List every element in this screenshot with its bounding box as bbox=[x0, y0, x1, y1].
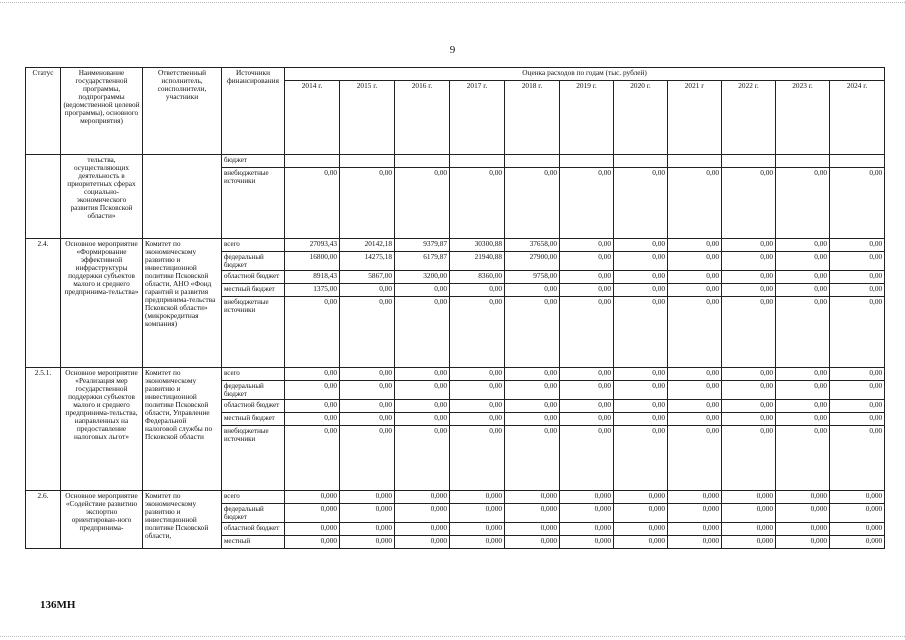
value-cell: 0,00 bbox=[450, 297, 505, 368]
value-cell: 0,00 bbox=[560, 368, 614, 381]
value-cell: 0,00 bbox=[505, 426, 560, 491]
value-cell: 0,000 bbox=[285, 536, 340, 549]
value-cell: 0,000 bbox=[830, 504, 885, 523]
value-cell: 0,00 bbox=[560, 426, 614, 491]
value-cell: 0,00 bbox=[614, 297, 668, 368]
responsible-cell: Комитет по экономическому развитию и инвестиционной политике Псковской области, bbox=[143, 491, 222, 549]
value-cell: 0,00 bbox=[285, 400, 340, 413]
funding-source-cell: местный бюджет bbox=[222, 284, 285, 297]
responsible-cell bbox=[143, 155, 222, 239]
funding-source-cell: внебюджетные источники bbox=[222, 297, 285, 368]
value-cell: 9379,87 bbox=[395, 239, 450, 252]
value-cell: 8360,00 bbox=[450, 271, 505, 284]
value-cell: 0,00 bbox=[285, 426, 340, 491]
value-cell: 0,00 bbox=[395, 368, 450, 381]
value-cell: 0,00 bbox=[395, 426, 450, 491]
value-cell: 0,00 bbox=[776, 400, 830, 413]
value-cell: 0,00 bbox=[395, 297, 450, 368]
value-cell: 0,00 bbox=[560, 239, 614, 252]
value-cell: 0,00 bbox=[614, 252, 668, 271]
table-row bbox=[26, 239, 885, 252]
measure-name-cell: тельства, осуществляющих деятельность в приоритетных сферах социально-экономического развития Псковской области» bbox=[61, 155, 143, 239]
value-cell: 0,00 bbox=[668, 368, 722, 381]
value-cell: 0,00 bbox=[395, 381, 450, 400]
value-cell: 0,000 bbox=[830, 491, 885, 504]
value-cell: 0,000 bbox=[450, 491, 505, 504]
value-cell: 0,00 bbox=[505, 413, 560, 426]
responsible-cell: Комитет по экономическому развитию и инвестиционной политике Псковской области, АНО «Фонд гарантий и развития предпринима-тельства Псковской области» (микрокредитная компания) bbox=[143, 239, 222, 368]
value-cell: 0,000 bbox=[668, 523, 722, 536]
scan-edge-top bbox=[0, 2, 905, 4]
status-cell bbox=[26, 155, 61, 239]
value-cell: 0,00 bbox=[560, 252, 614, 271]
value-cell: 0,00 bbox=[614, 284, 668, 297]
value-cell: 16800,00 bbox=[285, 252, 340, 271]
header-year: 2023 г. bbox=[776, 81, 830, 155]
value-cell: 0,000 bbox=[560, 504, 614, 523]
value-cell: 21940,88 bbox=[450, 252, 505, 271]
value-cell: 0,00 bbox=[340, 297, 395, 368]
value-cell: 0,000 bbox=[776, 491, 830, 504]
value-cell: 0,00 bbox=[450, 368, 505, 381]
value-cell: 0,00 bbox=[614, 413, 668, 426]
measure-name-cell: Основное мероприятие «Реализация мер государственной поддержки субъектов малого и среднего предпринима-тельства, направленных на предоставление налоговых льгот» bbox=[61, 368, 143, 491]
funding-source-cell: бюджет bbox=[222, 155, 285, 168]
value-cell: 0,000 bbox=[668, 536, 722, 549]
value-cell: 0,00 bbox=[560, 381, 614, 400]
value-cell: 0,000 bbox=[340, 536, 395, 549]
measure-name-cell: Основное мероприятие «Содействие развитию экспортно ориентирован-ного предпринима- bbox=[61, 491, 143, 549]
value-cell: 0,00 bbox=[830, 252, 885, 271]
value-cell: 0,000 bbox=[395, 504, 450, 523]
value-cell: 0,000 bbox=[340, 504, 395, 523]
value-cell: 0,000 bbox=[285, 491, 340, 504]
value-cell: 0,00 bbox=[450, 168, 505, 239]
value-cell: 0,00 bbox=[614, 381, 668, 400]
value-cell: 0,000 bbox=[505, 504, 560, 523]
value-cell: 27093,43 bbox=[285, 239, 340, 252]
value-cell: 9758,00 bbox=[505, 271, 560, 284]
value-cell: 0,00 bbox=[830, 413, 885, 426]
value-cell: 0,00 bbox=[450, 284, 505, 297]
value-cell: 14275,18 bbox=[340, 252, 395, 271]
value-cell: 0,000 bbox=[340, 523, 395, 536]
value-cell bbox=[285, 155, 340, 168]
value-cell: 0,00 bbox=[668, 284, 722, 297]
header-name: Наименование государственной программы, подпрограммы (ведомственной целевой программы), основного мероприятия) bbox=[61, 68, 143, 155]
header-expenses-group: Оценка расходов по годам (тыс. рублей) bbox=[285, 68, 885, 81]
value-cell: 0,00 bbox=[614, 400, 668, 413]
value-cell: 0,00 bbox=[450, 400, 505, 413]
value-cell: 0,00 bbox=[776, 368, 830, 381]
value-cell bbox=[560, 155, 614, 168]
funding-source-cell: внебюджетные источники bbox=[222, 426, 285, 491]
funding-source-cell: областной бюджет bbox=[222, 271, 285, 284]
budget-table bbox=[25, 67, 885, 549]
value-cell: 0,00 bbox=[776, 381, 830, 400]
value-cell: 0,00 bbox=[340, 381, 395, 400]
value-cell: 0,00 bbox=[340, 168, 395, 239]
value-cell: 0,00 bbox=[776, 426, 830, 491]
value-cell bbox=[614, 155, 668, 168]
value-cell: 0,00 bbox=[830, 168, 885, 239]
value-cell: 0,000 bbox=[505, 523, 560, 536]
value-cell: 0,000 bbox=[560, 536, 614, 549]
value-cell: 0,00 bbox=[722, 297, 776, 368]
value-cell: 0,000 bbox=[505, 491, 560, 504]
value-cell: 0,00 bbox=[340, 426, 395, 491]
value-cell: 0,00 bbox=[830, 271, 885, 284]
value-cell: 0,00 bbox=[340, 413, 395, 426]
value-cell: 0,000 bbox=[560, 523, 614, 536]
value-cell: 0,00 bbox=[722, 426, 776, 491]
funding-source-cell: местный бюджет bbox=[222, 413, 285, 426]
value-cell: 30300,88 bbox=[450, 239, 505, 252]
header-sources: Источники финансирования bbox=[222, 68, 285, 155]
value-cell: 0,00 bbox=[776, 168, 830, 239]
value-cell: 0,000 bbox=[776, 536, 830, 549]
value-cell bbox=[722, 155, 776, 168]
value-cell: 0,00 bbox=[560, 271, 614, 284]
header-year: 2017 г. bbox=[450, 81, 505, 155]
value-cell: 0,00 bbox=[830, 368, 885, 381]
value-cell: 0,000 bbox=[450, 536, 505, 549]
value-cell: 37658,00 bbox=[505, 239, 560, 252]
value-cell: 0,000 bbox=[285, 504, 340, 523]
value-cell: 0,00 bbox=[830, 297, 885, 368]
value-cell: 0,000 bbox=[830, 523, 885, 536]
value-cell: 0,00 bbox=[668, 297, 722, 368]
header-year: 2019 г. bbox=[560, 81, 614, 155]
value-cell: 0,00 bbox=[776, 413, 830, 426]
value-cell: 0,00 bbox=[722, 381, 776, 400]
value-cell: 0,000 bbox=[722, 504, 776, 523]
value-cell: 0,00 bbox=[830, 381, 885, 400]
value-cell: 0,00 bbox=[830, 284, 885, 297]
value-cell: 1375,00 bbox=[285, 284, 340, 297]
value-cell: 0,00 bbox=[285, 413, 340, 426]
value-cell bbox=[340, 155, 395, 168]
value-cell: 0,00 bbox=[722, 239, 776, 252]
value-cell bbox=[668, 155, 722, 168]
value-cell: 0,00 bbox=[505, 284, 560, 297]
value-cell: 0,00 bbox=[560, 413, 614, 426]
value-cell: 0,000 bbox=[395, 536, 450, 549]
value-cell: 0,00 bbox=[505, 368, 560, 381]
value-cell: 0,00 bbox=[505, 400, 560, 413]
value-cell: 0,000 bbox=[285, 523, 340, 536]
value-cell: 0,00 bbox=[560, 400, 614, 413]
value-cell: 5867,00 bbox=[340, 271, 395, 284]
funding-source-cell: всего bbox=[222, 491, 285, 504]
header-responsible: Ответственный исполнитель, соисполнители, участники bbox=[143, 68, 222, 155]
value-cell bbox=[450, 155, 505, 168]
value-cell: 0,00 bbox=[395, 413, 450, 426]
funding-source-cell: федеральный бюджет bbox=[222, 504, 285, 523]
status-cell: 2.6. bbox=[26, 491, 61, 549]
value-cell: 0,00 bbox=[560, 168, 614, 239]
funding-source-cell: всего bbox=[222, 368, 285, 381]
value-cell: 0,00 bbox=[722, 284, 776, 297]
value-cell: 0,00 bbox=[668, 413, 722, 426]
value-cell: 0,00 bbox=[830, 426, 885, 491]
value-cell: 0,00 bbox=[668, 271, 722, 284]
value-cell: 0,00 bbox=[560, 297, 614, 368]
value-cell: 0,00 bbox=[395, 284, 450, 297]
value-cell: 0,00 bbox=[395, 400, 450, 413]
header-year: 2024 г. bbox=[830, 81, 885, 155]
value-cell bbox=[505, 155, 560, 168]
status-cell: 2.5.1. bbox=[26, 368, 61, 491]
page-number: 9 bbox=[449, 44, 456, 56]
value-cell: 0,00 bbox=[505, 297, 560, 368]
value-cell: 0,00 bbox=[614, 368, 668, 381]
value-cell: 0,000 bbox=[505, 536, 560, 549]
value-cell: 0,00 bbox=[505, 168, 560, 239]
value-cell: 0,00 bbox=[450, 413, 505, 426]
value-cell: 0,00 bbox=[722, 252, 776, 271]
funding-source-cell: областной бюджет bbox=[222, 400, 285, 413]
value-cell: 0,00 bbox=[668, 252, 722, 271]
header-year: 2022 г. bbox=[722, 81, 776, 155]
value-cell: 0,00 bbox=[776, 239, 830, 252]
value-cell: 0,00 bbox=[776, 284, 830, 297]
value-cell: 0,00 bbox=[776, 297, 830, 368]
scan-edge-bottom bbox=[0, 636, 905, 638]
table-header bbox=[26, 68, 885, 155]
value-cell: 0,00 bbox=[614, 426, 668, 491]
value-cell: 0,00 bbox=[450, 426, 505, 491]
value-cell: 0,00 bbox=[668, 400, 722, 413]
value-cell: 0,00 bbox=[340, 284, 395, 297]
value-cell: 0,00 bbox=[722, 271, 776, 284]
value-cell: 0,00 bbox=[285, 297, 340, 368]
value-cell: 6179,87 bbox=[395, 252, 450, 271]
value-cell: 0,00 bbox=[614, 168, 668, 239]
value-cell: 0,000 bbox=[776, 504, 830, 523]
value-cell: 0,00 bbox=[722, 400, 776, 413]
status-cell: 2.4. bbox=[26, 239, 61, 368]
header-year: 2018 г. bbox=[505, 81, 560, 155]
header-year: 2020 г. bbox=[614, 81, 668, 155]
funding-source-cell: местный bbox=[222, 536, 285, 549]
value-cell bbox=[395, 155, 450, 168]
value-cell: 0,00 bbox=[614, 271, 668, 284]
value-cell: 0,00 bbox=[340, 368, 395, 381]
measure-name-cell: Основное мероприятие «Формирование эффективной инфраструктуры поддержки субъектов малого и среднего предпринима-тельства» bbox=[61, 239, 143, 368]
value-cell: 0,000 bbox=[614, 504, 668, 523]
value-cell bbox=[830, 155, 885, 168]
value-cell: 0,000 bbox=[614, 536, 668, 549]
value-cell: 0,00 bbox=[830, 239, 885, 252]
value-cell: 0,00 bbox=[722, 413, 776, 426]
value-cell: 0,00 bbox=[395, 168, 450, 239]
header-year: 2014 г. bbox=[285, 81, 340, 155]
value-cell: 0,00 bbox=[830, 400, 885, 413]
value-cell: 27900,00 bbox=[505, 252, 560, 271]
value-cell: 0,000 bbox=[830, 536, 885, 549]
header-year: 2021 г bbox=[668, 81, 722, 155]
value-cell: 0,000 bbox=[614, 523, 668, 536]
funding-source-cell: федеральный бюджет bbox=[222, 252, 285, 271]
value-cell: 0,00 bbox=[340, 400, 395, 413]
value-cell: 0,00 bbox=[505, 381, 560, 400]
value-cell: 0,00 bbox=[614, 239, 668, 252]
value-cell: 0,00 bbox=[668, 168, 722, 239]
value-cell: 0,000 bbox=[614, 491, 668, 504]
responsible-cell: Комитет по экономическому развитию и инвестиционной политике Псковской области, Управление Федеральной налоговой службы по Псковской области bbox=[143, 368, 222, 491]
value-cell: 0,000 bbox=[668, 491, 722, 504]
value-cell: 0,000 bbox=[560, 491, 614, 504]
value-cell: 0,000 bbox=[395, 491, 450, 504]
value-cell: 0,00 bbox=[285, 168, 340, 239]
header-year: 2015 г. bbox=[340, 81, 395, 155]
value-cell bbox=[776, 155, 830, 168]
value-cell: 0,00 bbox=[668, 426, 722, 491]
value-cell: 0,00 bbox=[722, 168, 776, 239]
table-row bbox=[26, 155, 885, 168]
value-cell: 0,000 bbox=[722, 491, 776, 504]
funding-source-cell: внебюджетные источники bbox=[222, 168, 285, 239]
value-cell: 0,000 bbox=[722, 523, 776, 536]
value-cell: 0,000 bbox=[776, 523, 830, 536]
document-code: 136МН bbox=[40, 599, 76, 611]
table-row bbox=[26, 368, 885, 381]
value-cell: 0,00 bbox=[285, 381, 340, 400]
value-cell: 0,000 bbox=[450, 504, 505, 523]
funding-source-cell: областной бюджет bbox=[222, 523, 285, 536]
value-cell: 0,000 bbox=[722, 536, 776, 549]
header-status: Статус bbox=[26, 68, 61, 155]
value-cell: 0,00 bbox=[722, 368, 776, 381]
value-cell: 0,000 bbox=[668, 504, 722, 523]
value-cell: 0,00 bbox=[285, 368, 340, 381]
table-row bbox=[26, 491, 885, 504]
value-cell: 0,000 bbox=[395, 523, 450, 536]
value-cell: 0,00 bbox=[776, 271, 830, 284]
header-year: 2016 г. bbox=[395, 81, 450, 155]
value-cell: 0,000 bbox=[450, 523, 505, 536]
value-cell: 0,00 bbox=[668, 239, 722, 252]
value-cell: 8918,43 bbox=[285, 271, 340, 284]
value-cell: 3200,00 bbox=[395, 271, 450, 284]
funding-source-cell: всего bbox=[222, 239, 285, 252]
value-cell: 0,00 bbox=[560, 284, 614, 297]
value-cell: 0,000 bbox=[340, 491, 395, 504]
value-cell: 0,00 bbox=[668, 381, 722, 400]
value-cell: 0,00 bbox=[450, 381, 505, 400]
value-cell: 0,00 bbox=[776, 252, 830, 271]
funding-source-cell: федеральный бюджет bbox=[222, 381, 285, 400]
table-body bbox=[26, 155, 885, 549]
value-cell: 20142,18 bbox=[340, 239, 395, 252]
